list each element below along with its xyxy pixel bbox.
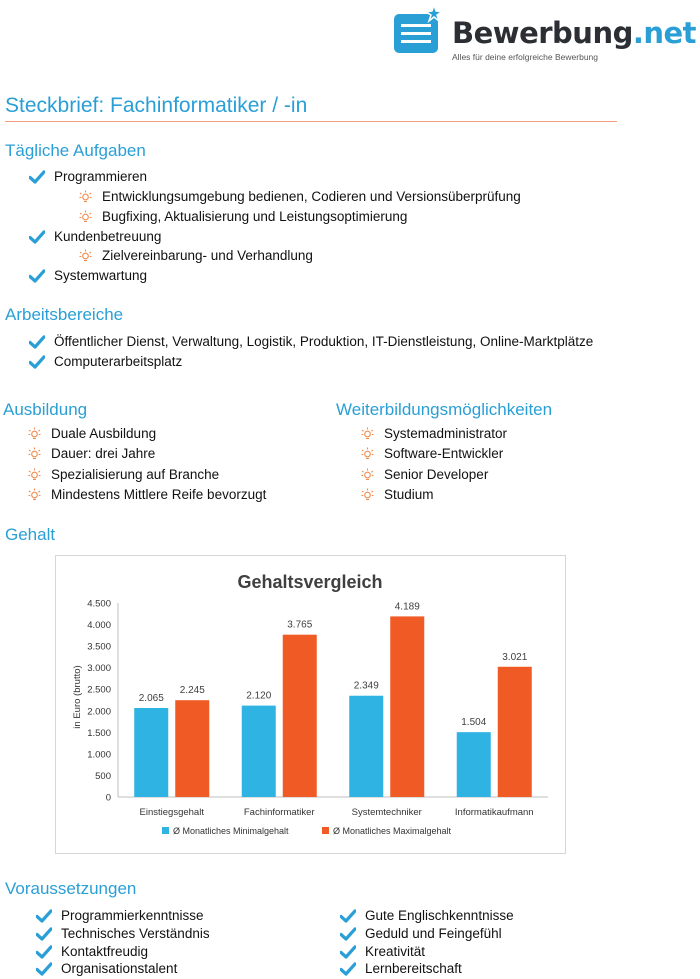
- logo-tld: .net: [632, 16, 697, 50]
- check-icon: [36, 945, 52, 959]
- list-item: [28, 446, 155, 461]
- bar-data-label: 2.065: [138, 692, 164, 704]
- check-icon: [29, 335, 45, 349]
- bar-min: [457, 732, 491, 797]
- x-tick-label: Informatikaufmann: [454, 807, 534, 818]
- list-subitem-label: Zielvereinbarung- und Verhandlung: [102, 248, 313, 263]
- lightbulb-icon: [28, 447, 41, 460]
- y-tick-label: 3.000: [87, 663, 111, 675]
- y-tick-label: 2.000: [87, 706, 111, 718]
- bar-data-label: 2.349: [353, 680, 379, 692]
- section-heading-weiterbildung: Weiterbildungsmöglichkeiten: [336, 400, 553, 419]
- list-item-label: Geduld und Feingefühl: [365, 926, 502, 941]
- list-item: [28, 467, 219, 482]
- list-item: [340, 908, 514, 923]
- list-item-label: Öffentlicher Dienst, Verwaltung, Logistik, Produktion, IT-Dienstleistung, Online-Marktplätze: [54, 334, 594, 349]
- salary-chart: [55, 555, 566, 854]
- check-icon: [29, 269, 45, 283]
- list-item-label: Programmieren: [54, 169, 148, 184]
- salary-chart-svg: [56, 556, 565, 853]
- bar-min: [134, 708, 168, 797]
- list-subitem: [79, 248, 313, 263]
- y-tick-label: 4.500: [87, 598, 111, 610]
- bar-data-label: 2.245: [179, 685, 205, 697]
- list-item-label: Dauer: drei Jahre: [51, 446, 156, 461]
- bar-max: [390, 616, 424, 797]
- legend-label: Ø Monatliches Maximalgehalt: [333, 826, 452, 836]
- list-item: [361, 467, 488, 482]
- section-heading-taegliche-aufgaben: Tägliche Aufgaben: [5, 141, 146, 160]
- list-item-label: Kreativität: [365, 944, 426, 959]
- bar-data-label: 1.504: [461, 717, 487, 729]
- list-item-label: Mindestens Mittlere Reife bevorzugt: [51, 487, 267, 502]
- check-icon: [29, 170, 45, 184]
- list-item: [29, 229, 161, 244]
- x-tick-label: Systemtechniker: [351, 807, 422, 818]
- list-item: [361, 446, 503, 461]
- legend-swatch: [322, 827, 329, 834]
- y-tick-label: 4.000: [87, 620, 111, 632]
- list-item: [29, 334, 593, 349]
- check-icon: [29, 355, 45, 369]
- y-tick-label: 3.500: [87, 641, 111, 653]
- check-icon: [340, 909, 356, 923]
- chart-legend: [162, 826, 452, 836]
- y-tick-label: 500: [95, 770, 111, 782]
- chart-title: Gehaltsvergleich: [237, 572, 383, 592]
- list-item: [340, 944, 425, 959]
- y-tick-label: 1.000: [87, 749, 111, 761]
- list-item-label: Gute Englischkenntnisse: [365, 908, 514, 923]
- logo-name: Bewerbung: [452, 16, 633, 50]
- bar-data-label: 4.189: [394, 601, 420, 613]
- lightbulb-icon: [361, 488, 374, 501]
- y-tick-label: 2.500: [87, 684, 111, 696]
- y-tick-label: 1.500: [87, 727, 111, 739]
- bar-data-label: 3.765: [287, 619, 313, 631]
- section-heading-voraussetzungen: Voraussetzungen: [5, 879, 137, 898]
- list-item-label: Systemwartung: [54, 268, 148, 283]
- section-heading-gehalt: Gehalt: [5, 525, 56, 544]
- title-divider: [5, 121, 617, 122]
- list-item-label: Kundenbetreuung: [54, 229, 162, 244]
- bar-min: [349, 696, 383, 797]
- bar-max: [283, 635, 317, 797]
- page-title: Steckbrief: Fachinformatiker / -in: [5, 94, 308, 117]
- legend-swatch: [162, 827, 169, 834]
- lightbulb-icon: [28, 468, 41, 481]
- check-icon: [340, 945, 356, 959]
- list-item: [29, 268, 147, 283]
- check-icon: [340, 927, 356, 941]
- bar-min: [242, 706, 276, 797]
- check-icon: [36, 962, 52, 976]
- lightbulb-icon: [28, 427, 41, 440]
- list-item: [36, 961, 177, 976]
- lightbulb-icon: [79, 190, 92, 203]
- lightbulb-icon: [361, 427, 374, 440]
- list-subitem-label: Entwicklungsumgebung bedienen, Codieren und Versionsüberprüfung: [102, 189, 521, 204]
- list-subitem: [79, 189, 521, 204]
- list-item-label: Technisches Verständnis: [61, 926, 210, 941]
- logo-icon: [394, 5, 442, 53]
- chart-bars: [134, 601, 532, 797]
- check-icon: [340, 962, 356, 976]
- list-item-label: Computerarbeitsplatz: [54, 354, 183, 369]
- list-item: [36, 926, 210, 941]
- bar-data-label: 2.120: [246, 690, 272, 702]
- lightbulb-icon: [79, 249, 92, 262]
- list-item: [28, 426, 156, 441]
- check-icon: [36, 927, 52, 941]
- list-item-label: Organisationstalent: [61, 961, 178, 976]
- bar-max: [175, 700, 209, 797]
- bar-max: [498, 667, 532, 797]
- list-subitem: [79, 209, 407, 224]
- x-axis-labels: [140, 807, 534, 818]
- list-item: [36, 944, 148, 959]
- list-item: [340, 926, 502, 941]
- list-item: [340, 961, 462, 976]
- bar-data-label: 3.021: [502, 651, 528, 663]
- list-item-label: Spezialisierung auf Branche: [51, 467, 220, 482]
- lightbulb-icon: [361, 447, 374, 460]
- x-tick-label: Fachinformatiker: [243, 807, 315, 818]
- list-subitem-label: Bugfixing, Aktualisierung und Leistungsoptimierung: [102, 209, 408, 224]
- list-item-label: Programmierkenntnisse: [61, 908, 204, 923]
- list-item: [361, 487, 434, 502]
- logo-wordmark: [452, 16, 696, 50]
- list-item: [29, 169, 147, 184]
- list-item: [29, 354, 182, 369]
- list-item: [361, 426, 507, 441]
- logo-tagline: Alles für deine erfolgreiche Bewerbung: [452, 52, 599, 62]
- x-tick-label: Einstiegsgehalt: [139, 807, 204, 818]
- y-axis-ticks: [87, 599, 111, 804]
- list-item-label: Kontaktfreudig: [61, 944, 149, 959]
- list-item-label: Systemadministrator: [384, 426, 508, 441]
- check-icon: [29, 230, 45, 244]
- list-item-label: Duale Ausbildung: [51, 426, 157, 441]
- list-item-label: Lernbereitschaft: [365, 961, 462, 976]
- chart-y-axis-label: in Euro (brutto): [72, 665, 83, 729]
- list-item-label: Senior Developer: [384, 467, 489, 482]
- lightbulb-icon: [79, 210, 92, 223]
- section-heading-ausbildung: Ausbildung: [3, 400, 88, 419]
- list-item-label: Studium: [384, 487, 434, 502]
- y-tick-label: 0: [105, 792, 111, 804]
- list-item: [28, 487, 266, 502]
- section-heading-arbeitsbereiche: Arbeitsbereiche: [5, 305, 124, 324]
- lightbulb-icon: [361, 468, 374, 481]
- list-item: [36, 908, 204, 923]
- lightbulb-icon: [28, 488, 41, 501]
- list-item-label: Software-Entwickler: [384, 446, 504, 461]
- legend-label: Ø Monatliches Minimalgehalt: [173, 826, 289, 836]
- check-icon: [36, 909, 52, 923]
